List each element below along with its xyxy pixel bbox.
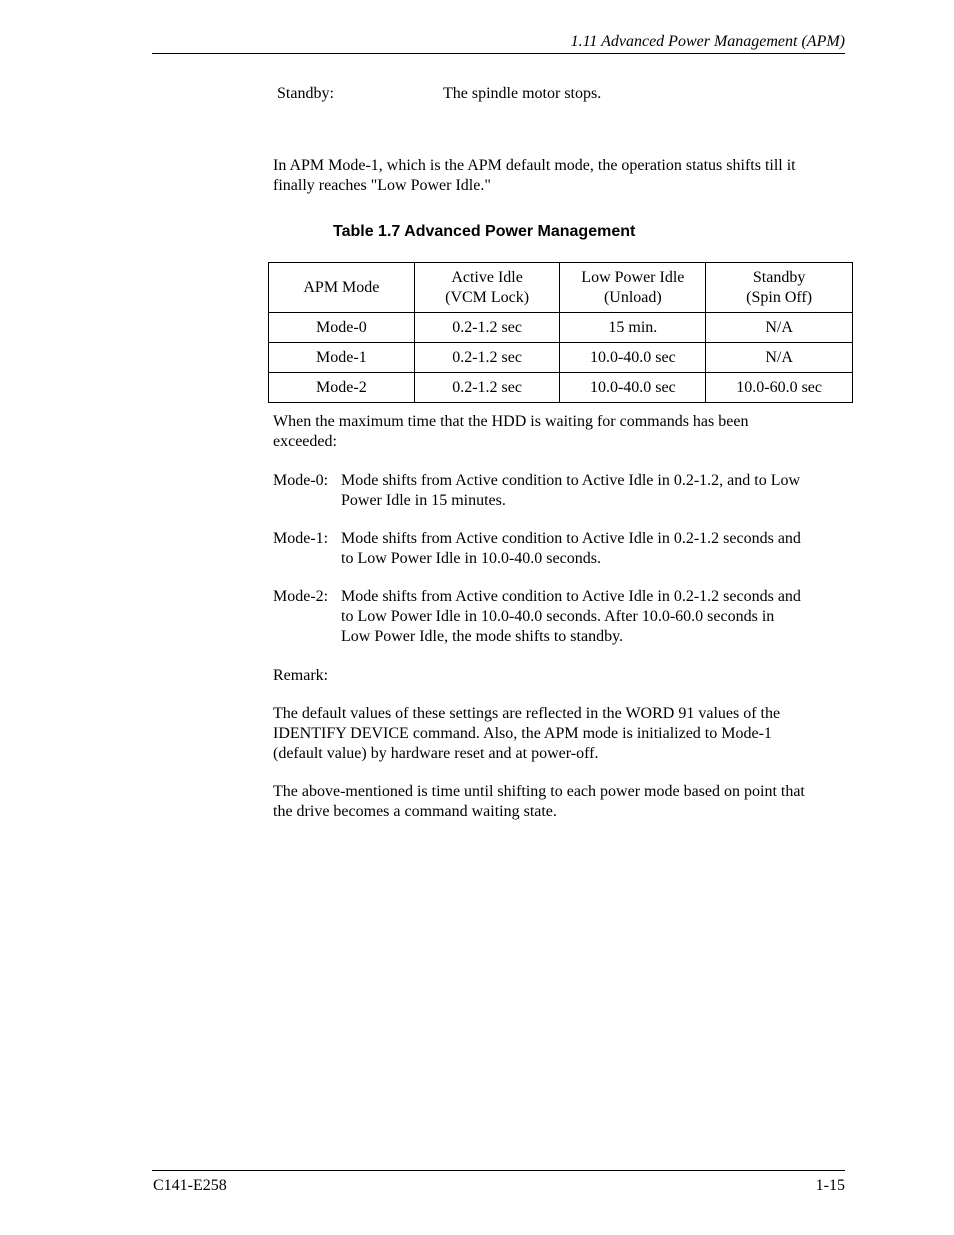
mode-0-item [273,471,848,511]
mode-description: Mode shifts from Active condition to Active Idle in 0.2-1.2 seconds and to Low Power Idle in 10.0-40.0 seconds. After 10.0-60.0 seconds in Low Power Idle, the mode shifts to standby. [341,588,801,645]
mode-label: Mode-2: [273,588,329,605]
running-header-title: 1.11 Advanced Power Management (APM) [570,33,845,50]
table-cell: Mode-2 [269,373,415,403]
waiting-line: When the maximum time that the HDD is waiting for commands has been [273,413,749,430]
table-row [269,313,853,343]
table-row [269,343,853,373]
header-cell-active-idle: Active Idle (VCM Lock) [414,263,560,313]
table-cell: 0.2-1.2 sec [414,373,560,403]
table-cell: N/A [706,343,853,373]
table-cell: 10.0-40.0 sec [560,373,706,403]
waiting-line: exceeded: [273,433,337,450]
table-cell: 0.2-1.2 sec [414,313,560,343]
intro-line: In APM Mode-1, which is the APM default mode, the operation status shifts till it [273,157,796,174]
header-cell-standby: Standby (Spin Off) [706,263,853,313]
standby-description: The spindle motor stops. [443,85,602,102]
table-cell: N/A [706,313,853,343]
header-cell-low-power-idle: Low Power Idle (Unload) [560,263,706,313]
mode-description: Mode shifts from Active condition to Active Idle in 0.2-1.2 seconds and to Low Power Idle in 10.0-40.0 seconds. [341,530,801,567]
mode-label: Mode-1: [273,530,329,547]
waiting-paragraph [273,412,848,452]
table-cell: Mode-0 [269,313,415,343]
mode-2-item [273,587,848,647]
mode-description: Mode shifts from Active condition to Active Idle in 0.2-1.2, and to Low Power Idle in 15 minutes. [341,472,801,509]
remark-label: Remark: [273,667,329,684]
remark-paragraph-2: The above-mentioned is time until shifting to each power mode based on point that the drive becomes a command waiting state. [273,783,805,820]
header-divider [152,53,845,54]
table-cell: 15 min. [560,313,706,343]
mode-1-item [273,529,848,569]
remark-paragraph-1: The default values of these settings are reflected in the WORD 91 values of the IDENTIFY DEVICE command. Also, the APM mode is initialized to Mode-1 (default value) by hardware reset and at power-off. [273,705,781,762]
table-cell: 10.0-60.0 sec [706,373,853,403]
mode-label: Mode-0: [273,472,329,489]
footer-divider [152,1170,845,1171]
table-row [269,373,853,403]
standby-term: Standby: [277,85,334,102]
intro-line: finally reaches "Low Power Idle." [273,177,491,194]
page-number: 1-15 [815,1177,845,1194]
apm-table [268,262,853,403]
header-cell-apm-mode: APM Mode [269,263,415,313]
document-number: C141-E258 [153,1177,227,1194]
table-cell: Mode-1 [269,343,415,373]
table-header-row [269,263,853,313]
table-caption: Table 1.7 Advanced Power Management [333,223,636,240]
table-cell: 0.2-1.2 sec [414,343,560,373]
table-cell: 10.0-40.0 sec [560,343,706,373]
intro-paragraph [273,156,848,196]
